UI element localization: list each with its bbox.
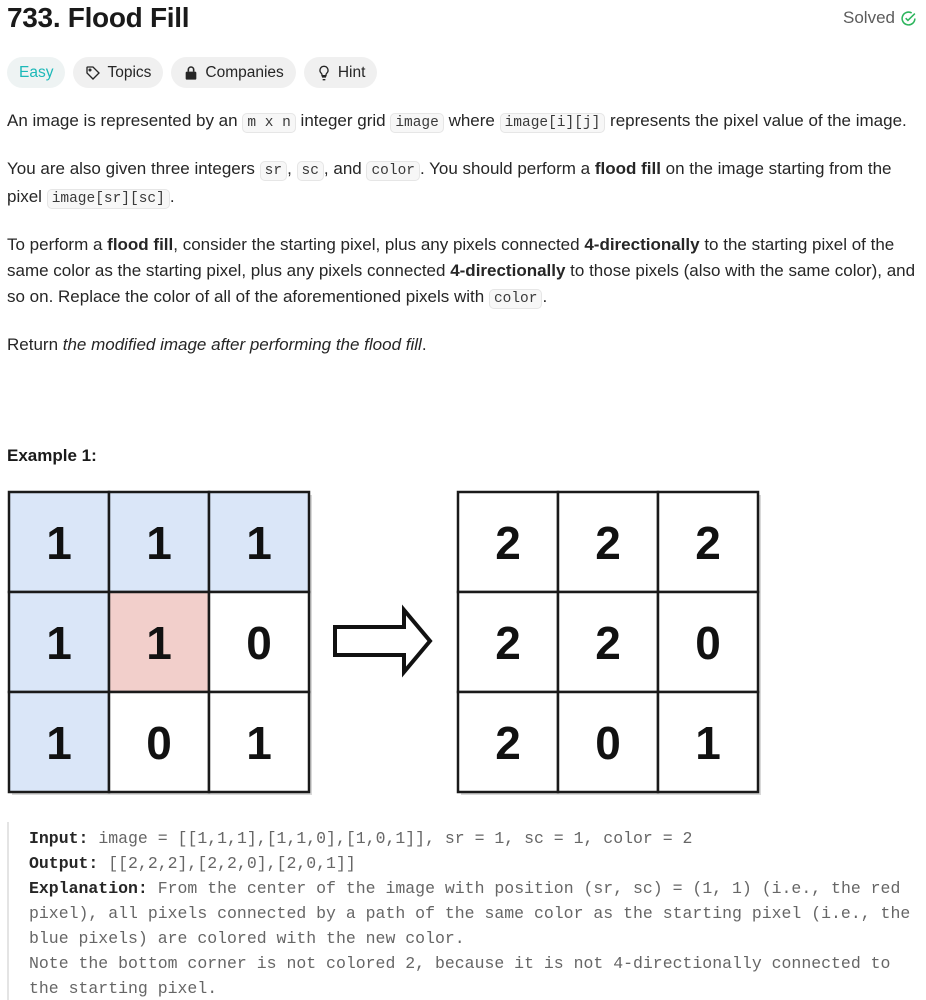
description-paragraph-4: Return the modified image after performing the flood fill. bbox=[7, 335, 427, 354]
input-cell-value: 1 bbox=[246, 517, 272, 569]
explanation-value: From the center of the image with position (sr, sc) = (1, 1) (i.e., the red pixel), all pixels connected by a path of the same color as the starting pixel (i.e., the blue pixels) are colored with the new color. Note the bottom corner is not colored 2, because it is not 4-directionally connected to the starting pixel. bbox=[29, 879, 911, 998]
code-sc: sc bbox=[297, 161, 324, 181]
output-cell-value: 2 bbox=[695, 517, 721, 569]
explanation-label: Explanation: bbox=[29, 879, 148, 898]
output-cell-value: 2 bbox=[495, 517, 521, 569]
problem-description bbox=[7, 108, 919, 378]
output-cell-value: 2 bbox=[595, 517, 621, 569]
title-row bbox=[7, 0, 919, 38]
input-cell-value: 1 bbox=[146, 617, 172, 669]
output-value: [[2,2,2],[2,2,0],[2,0,1]] bbox=[98, 854, 356, 873]
example-title: Example 1: bbox=[7, 446, 97, 465]
code-m-x-n: m x n bbox=[242, 113, 296, 133]
check-circle-icon bbox=[900, 10, 917, 27]
description-paragraph-2: You are also given three integers sr , sc , and color . You should perform a flood fill on the image starting from the pixel image[sr][sc] . bbox=[7, 159, 892, 207]
code-color: color bbox=[366, 161, 420, 181]
hint-label: Hint bbox=[337, 63, 366, 81]
right-arrow-icon bbox=[335, 610, 430, 672]
lightbulb-icon bbox=[316, 65, 332, 81]
input-value: image = [[1,1,1],[1,1,0],[1,0,1]], sr = 1, sc = 1, color = 2 bbox=[88, 829, 693, 848]
solved-label: Solved bbox=[843, 8, 895, 27]
example-figure bbox=[7, 490, 767, 795]
tag-icon bbox=[85, 65, 101, 81]
code-sr: sr bbox=[260, 161, 287, 181]
output-cell-value: 0 bbox=[695, 617, 721, 669]
solved-status bbox=[843, 8, 917, 28]
output-cell-value: 2 bbox=[595, 617, 621, 669]
input-grid bbox=[9, 492, 312, 795]
input-label: Input: bbox=[29, 829, 89, 848]
companies-button[interactable] bbox=[171, 57, 295, 88]
input-cell-value: 1 bbox=[46, 717, 72, 769]
description-paragraph-3: To perform a flood fill, consider the starting pixel, plus any pixels connected 4-directionally to the starting pixel of the same color as the starting pixel, plus any pixels connected 4-directionally to those pixels (also with the same color), and so on. Replace the color of all of the aforementioned pixels with color . bbox=[7, 235, 916, 307]
code-image-sr-sc: image[sr][sc] bbox=[47, 189, 170, 209]
output-cell-value: 2 bbox=[495, 717, 521, 769]
code-color-2: color bbox=[489, 289, 543, 309]
tag-bar bbox=[7, 57, 377, 88]
output-cell-value: 2 bbox=[495, 617, 521, 669]
input-cell-value: 1 bbox=[46, 517, 72, 569]
description-paragraph-1: An image is represented by an m x n integer grid image where image[i][j] represents the pixel value of the image. bbox=[7, 111, 907, 131]
input-cell-value: 0 bbox=[246, 617, 272, 669]
problem-title: 733. Flood Fill bbox=[7, 2, 190, 33]
code-image: image bbox=[390, 113, 444, 133]
example-block bbox=[7, 822, 919, 1000]
companies-label: Companies bbox=[205, 63, 284, 81]
difficulty-badge: Easy bbox=[7, 57, 65, 88]
input-cell-value: 1 bbox=[146, 517, 172, 569]
topics-button[interactable] bbox=[73, 57, 163, 88]
output-cell-value: 1 bbox=[695, 717, 721, 769]
input-cell-value: 1 bbox=[246, 717, 272, 769]
code-image-i-j: image[i][j] bbox=[500, 113, 606, 133]
output-grid bbox=[458, 492, 761, 795]
output-cell-value: 0 bbox=[595, 717, 621, 769]
topics-label: Topics bbox=[107, 63, 152, 81]
output-label: Output: bbox=[29, 854, 99, 873]
input-cell-value: 1 bbox=[46, 617, 72, 669]
input-cell-value: 0 bbox=[146, 717, 172, 769]
hint-button[interactable] bbox=[304, 57, 378, 88]
lock-icon bbox=[183, 65, 199, 81]
